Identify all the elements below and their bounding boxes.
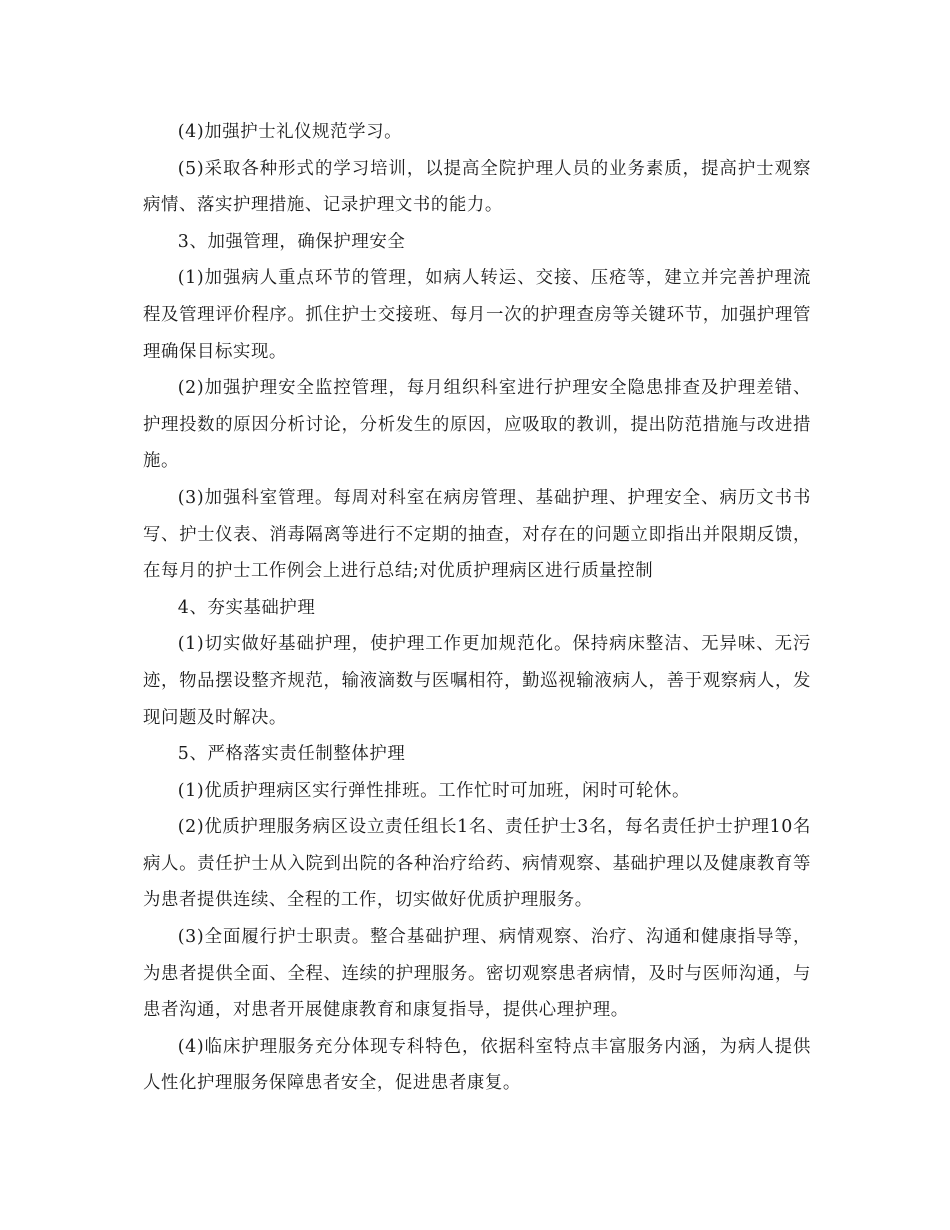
paragraph-item-4-etiquette: (4)加强护士礼仪规范学习。 — [177, 122, 403, 142]
paragraph-4-1: (1)切实做好基础护理，使护理工作更加规范化。保持病床整洁、无异味、无污迹，物品摆设整齐规范，输液滴数与医嘱相符，勤巡视输液病人，善于观察病人，发现问题及时解决。 — [143, 634, 811, 728]
paragraph-5-2: (2)优质护理服务病区设立责任组长1名、责任护士3名，每名责任护士护理10名病人。责任护士从入院到出院的各种治疗给药、病情观察、基础护理以及健康教育等为患者提供连续、全程的工作，切实做好优质护理服务。 — [143, 817, 811, 911]
section-heading-5: 5、严格落实责任制整体护理 — [177, 744, 406, 765]
paragraph-5-3: (3)全面履行护士职责。整合基础护理、病情观察、治疗、沟通和健康指导等，为患者提供全面、全程、连续的护理服务。密切观察患者病情，及时与医师沟通，与患者沟通，对患者开展健康教育和康复指导，提供心理护理。 — [143, 927, 811, 1021]
paragraph-3-3: (3)加强科室管理。每周对科室在病房管理、基础护理、护理安全、病历文书书写、护士仪表、消毒隔离等进行不定期的抽查，对存在的问题立即指出并限期反馈，在每月的护士工作例会上进行总结;对优质护理病区进行质量控制 — [143, 487, 811, 582]
paragraph-item-5-training: (5)采取各种形式的学习培训，以提高全院护理人员的业务素质，提高护士观察病情、落实护理措施、记录护理文书的能力。 — [143, 158, 811, 216]
section-heading-3: 3、加强管理，确保护理安全 — [177, 231, 406, 252]
paragraph-3-2: (2)加强护理安全监控管理，每月组织科室进行护理安全隐患排查及护理差错、护理投数的原因分析讨论，分析发生的原因，应吸取的教训，提出防范措施与改进措施。 — [143, 378, 811, 472]
document-body — [143, 114, 811, 1102]
paragraph-3-1: (1)加强病人重点环节的管理，如病人转运、交接、压疮等，建立并完善护理流程及管理评价程序。抓住护士交接班、每月一次的护理查房等关键环节，加强护理管理确保目标实现。 — [143, 268, 811, 362]
paragraph-5-1: (1)优质护理病区实行弹性排班。工作忙时可加班，闲时可轮休。 — [177, 780, 690, 801]
paragraph-5-4: (4)临床护理服务充分体现专科特色，依据科室特点丰富服务内涵，为病人提供人性化护理服务保障患者安全，促进患者康复。 — [143, 1036, 811, 1094]
section-heading-4: 4、夯实基础护理 — [177, 597, 316, 618]
